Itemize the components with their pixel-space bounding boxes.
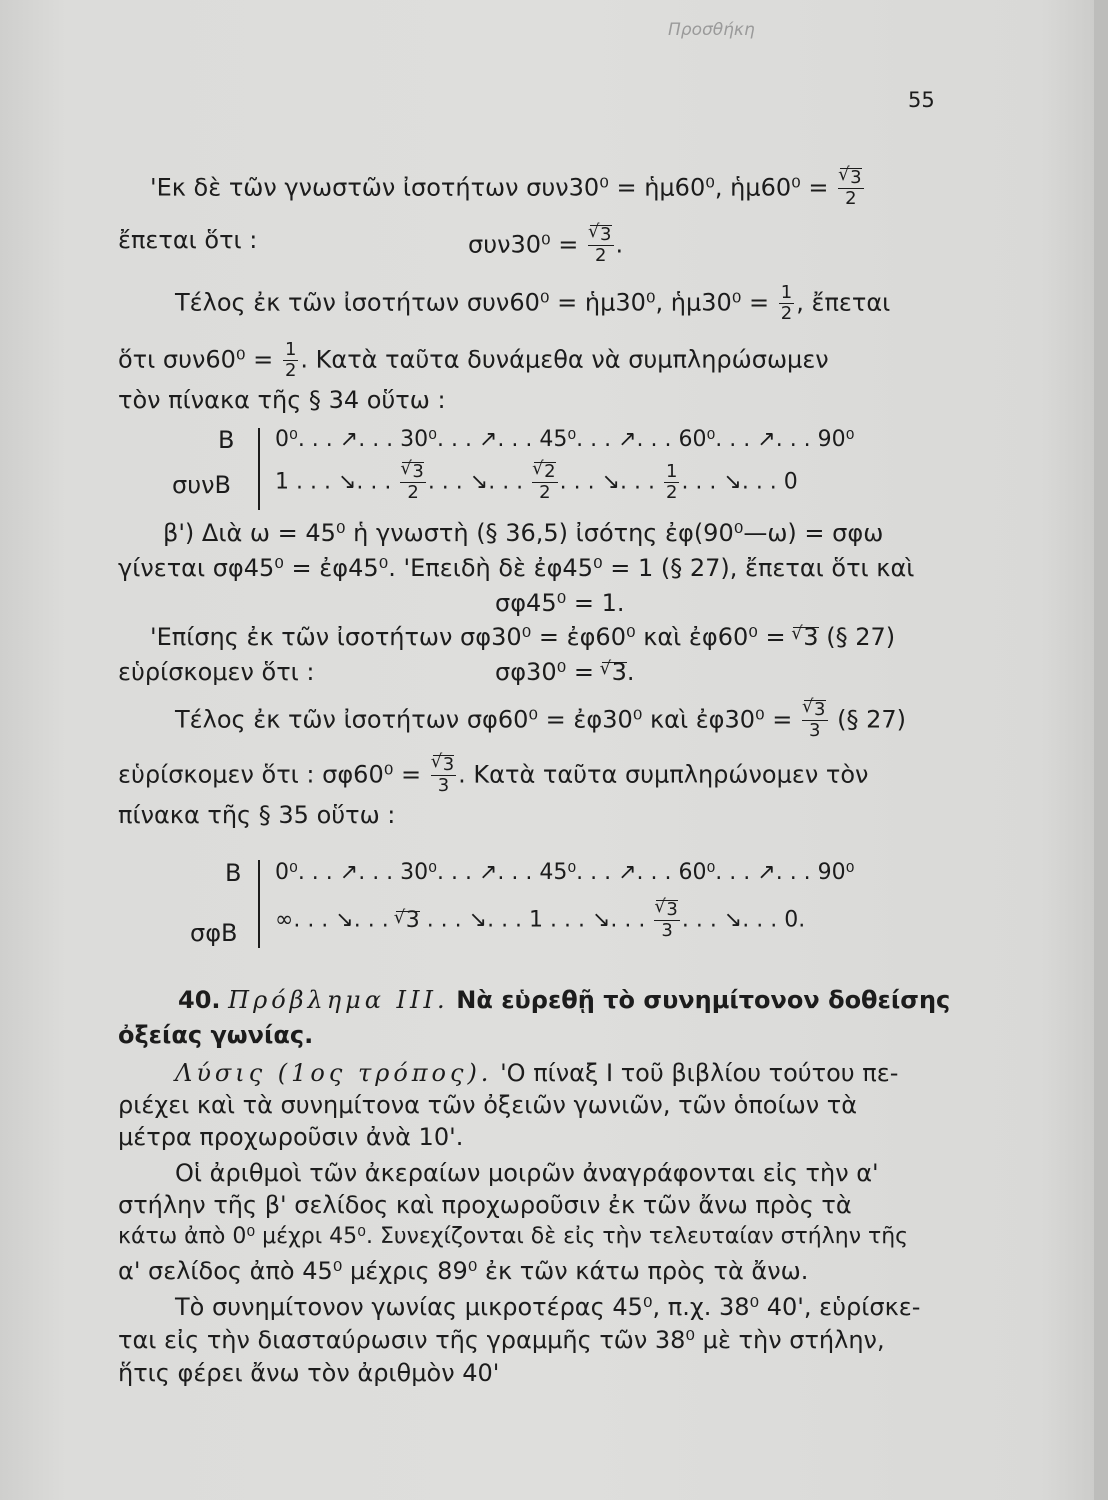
line-1-text: 'Εκ δὲ τῶν γνωστῶν ἰσοτήτων συν30⁰ = ἡμ60⁰, ἡμ60⁰ = <box>150 173 829 202</box>
solution-line-1 <box>175 1058 898 1088</box>
fraction-sqrt3-over-3 <box>431 755 456 796</box>
sqrt-3: √ 3 <box>433 755 454 774</box>
section-number: 40. <box>178 986 221 1014</box>
line-4-text: ὅτι συν60⁰ = <box>118 345 274 374</box>
denominator: 2 <box>532 482 557 503</box>
table-1-row-b: 0⁰. . . ↗. . . 30⁰. . . ↗. . . 45⁰. . . ↗. . . 60⁰. . . ↗. . . 90⁰ <box>275 427 855 452</box>
sqrt-3: √ 3 <box>656 900 677 919</box>
fraction-sqrt3-over-2 <box>588 225 613 266</box>
paragraph-2-line-2: στήλην τῆς β' σελίδος καὶ προχωροῦσιν ἐκ τῶν ἄνω πρὸς τὰ <box>118 1191 852 1219</box>
paragraph-1-line-2: ριέχει καὶ τὰ συνημίτονα τῶν ὀξειῶν γωνιῶν, τῶν ὁποίων τὰ <box>118 1091 858 1119</box>
table-2-row-cot <box>275 900 805 941</box>
text-line-4 <box>118 340 829 381</box>
sqrt-3: √ 3 <box>602 662 627 681</box>
text-line-6: β') Διὰ ω = 45⁰ ἡ γνωστὴ (§ 36,5) ἰσότης ἐφ(90⁰—ω) = σφω <box>163 519 884 547</box>
paragraph-2-line-1: Οἱ ἀριθμοὶ τῶν ἀκεραίων μοιρῶν ἀναγράφονται εἰς τὴν α' <box>175 1159 879 1187</box>
line-10-label: εὑρίσκομεν ὅτι : <box>118 658 315 686</box>
numerator: 1 <box>780 282 793 303</box>
line-2-formula: συν30⁰ = √ $\frac{3}{2}$ . <box>468 225 623 266</box>
cos-row-part-3: . . . ↘. . . <box>559 469 655 495</box>
denominator: 2 <box>284 360 297 381</box>
table-1-row-b-label: B <box>218 426 235 454</box>
fraction-sqrt3-over-3 <box>802 700 827 741</box>
table-2-row-b: 0⁰. . . ↗. . . 30⁰. . . ↗. . . 45⁰. . . ↗. . . 60⁰. . . ↗. . . 90⁰ <box>275 860 855 885</box>
text-line-8: σφ45⁰ = 1. <box>495 589 625 617</box>
cot-row-part-1: ∞. . . ↘. . . <box>275 907 389 933</box>
denominator: 2 <box>400 482 425 503</box>
solution-text: 'Ο πίναξ Ι τοῦ βιβλίου τούτου πε- <box>500 1059 899 1087</box>
sqrt-3: √ 3 <box>396 911 420 930</box>
text-line-3 <box>175 283 890 324</box>
fraction-1-over-2 <box>779 283 794 324</box>
line-2-label: ἔπεται ὅτι : <box>118 226 258 254</box>
text-line-1 <box>150 168 866 209</box>
cos-row-part-2: . . . ↘. . . <box>427 469 524 495</box>
table-1-brace <box>258 428 260 510</box>
paragraph-2-line-4: α' σελίδος ἀπὸ 45⁰ μέχρις 89⁰ ἐκ τῶν κάτω πρὸς τὰ ἄνω. <box>118 1257 809 1285</box>
table-2-row-b-label: B <box>225 859 242 887</box>
text-line-5: τὸν πίνακα τῆς § 34 οὕτω : <box>118 386 446 414</box>
denominator: 2 <box>588 245 613 266</box>
denominator: 2 <box>780 303 793 324</box>
line-9-ref: (§ 27) <box>826 623 896 651</box>
paragraph-1-line-3: μέτρα προχωροῦσιν ἀνὰ 10'. <box>118 1123 464 1151</box>
denominator: 3 <box>431 775 456 796</box>
table-2-brace <box>258 860 260 948</box>
solution-label: Λύσις (1ος τρόπος). <box>175 1059 493 1087</box>
text-line-12 <box>118 755 868 796</box>
denominator: 2 <box>665 482 678 503</box>
line-11-text: Τέλος ἐκ τῶν ἰσοτήτων σφ60⁰ = ἐφ30⁰ καὶ ἐφ30⁰ = <box>175 705 793 734</box>
text-line-13: πίνακα τῆς § 35 οὕτω : <box>118 801 396 829</box>
sqrt-2: √ 2 <box>534 462 555 481</box>
denominator: 3 <box>802 720 827 741</box>
problem-title: Νὰ εὑρεθῇ τὸ συνημίτονον δοθείσης <box>456 986 951 1014</box>
numerator: 1 <box>284 339 297 360</box>
paragraph-2-line-3: κάτω ἀπὸ 0⁰ μέχρι 45⁰. Συνεχίζονται δὲ εἰς τὴν τελευταίαν στήλην τῆς <box>118 1224 909 1249</box>
line-4-end: . Κατὰ ταῦτα δυνάμεθα νὰ συμπληρώσωμεν <box>300 345 829 374</box>
fraction-sqrt3-over-3 <box>654 900 679 941</box>
line-12-end: . Κατὰ ταῦτα συμπληρώνομεν τὸν <box>458 760 869 789</box>
line-10-formula: σφ30⁰ = √ 3. <box>495 657 635 687</box>
cot-row-part-2: . . . ↘. . . 1 . . . ↘. . . <box>426 907 646 933</box>
sqrt-3: √ 3 <box>840 168 861 187</box>
cos-row-part-1: 1 . . . ↘. . . <box>275 469 392 495</box>
problem-title-continued: ὀξείας γωνίας. <box>118 1021 314 1049</box>
denominator: 3 <box>654 920 679 941</box>
page-number: 55 <box>908 88 935 112</box>
sqrt-3: √ 3 <box>793 627 818 646</box>
handwritten-note: Προσθήκη <box>668 20 755 40</box>
line-9-text: 'Επίσης ἐκ τῶν ἰσοτήτων σφ30⁰ = ἐφ60⁰ καὶ ἐφ60⁰ = <box>150 623 786 651</box>
problem-label: Πρόβλημα ΙΙΙ. <box>228 986 449 1014</box>
text-line-9 <box>150 622 895 652</box>
text-line-11 <box>175 700 906 741</box>
section-40-heading <box>178 985 950 1015</box>
denominator: 2 <box>838 188 863 209</box>
paragraph-3-line-1: Τὸ συνημίτονον γωνίας μικροτέρας 45⁰, π.χ. 38⁰ 40', εὑρίσκε- <box>175 1293 921 1321</box>
sqrt-3: √ 3 <box>402 462 423 481</box>
line-11-ref: (§ 27) <box>837 705 907 734</box>
line-3-text: Τέλος ἐκ τῶν ἰσοτήτων συν60⁰ = ἡμ30⁰, ἡμ30⁰ = <box>175 288 770 317</box>
table-1-row-cos-label: συνB <box>172 471 231 499</box>
page-edge-shadow <box>1094 0 1108 1500</box>
table-1-row-cos <box>275 462 798 503</box>
sqrt-3: √ 3 <box>804 700 825 719</box>
table-2-row-cot-label: σφB <box>190 919 238 947</box>
line-12-text: εὑρίσκομεν ὅτι : σφ60⁰ = <box>118 760 422 789</box>
sqrt-3: √ 3 <box>590 225 611 244</box>
line-3-end: , ἔπεται <box>796 288 891 317</box>
line-10-formula-text: σφ30⁰ = <box>495 658 594 686</box>
cot-row-part-3: . . . ↘. . . 0. <box>681 907 806 933</box>
fraction-1-over-2 <box>283 340 298 381</box>
cos-row-part-4: . . . ↘. . . 0 <box>681 469 798 495</box>
paragraph-3-line-3: ἥτις φέρει ἄνω τὸν ἀριθμὸν 40' <box>118 1359 500 1387</box>
line-2-formula-text: συν30⁰ = <box>468 230 579 259</box>
paragraph-3-line-2: ται εἰς τὴν διασταύρωσιν τῆς γραμμῆς τῶν 38⁰ μὲ τὴν στήλην, <box>118 1326 885 1354</box>
text-line-7: γίνεται σφ45⁰ = ἐφ45⁰. 'Επειδὴ δὲ ἐφ45⁰ = 1 (§ 27), ἔπεται ὅτι καὶ <box>118 554 915 582</box>
fraction-sqrt3-over-2 <box>400 462 425 503</box>
fraction-1-over-2 <box>664 462 679 503</box>
fraction-sqrt3-over-2 <box>838 168 863 209</box>
numerator: 1 <box>665 461 678 482</box>
fraction-sqrt2-over-2 <box>532 462 557 503</box>
